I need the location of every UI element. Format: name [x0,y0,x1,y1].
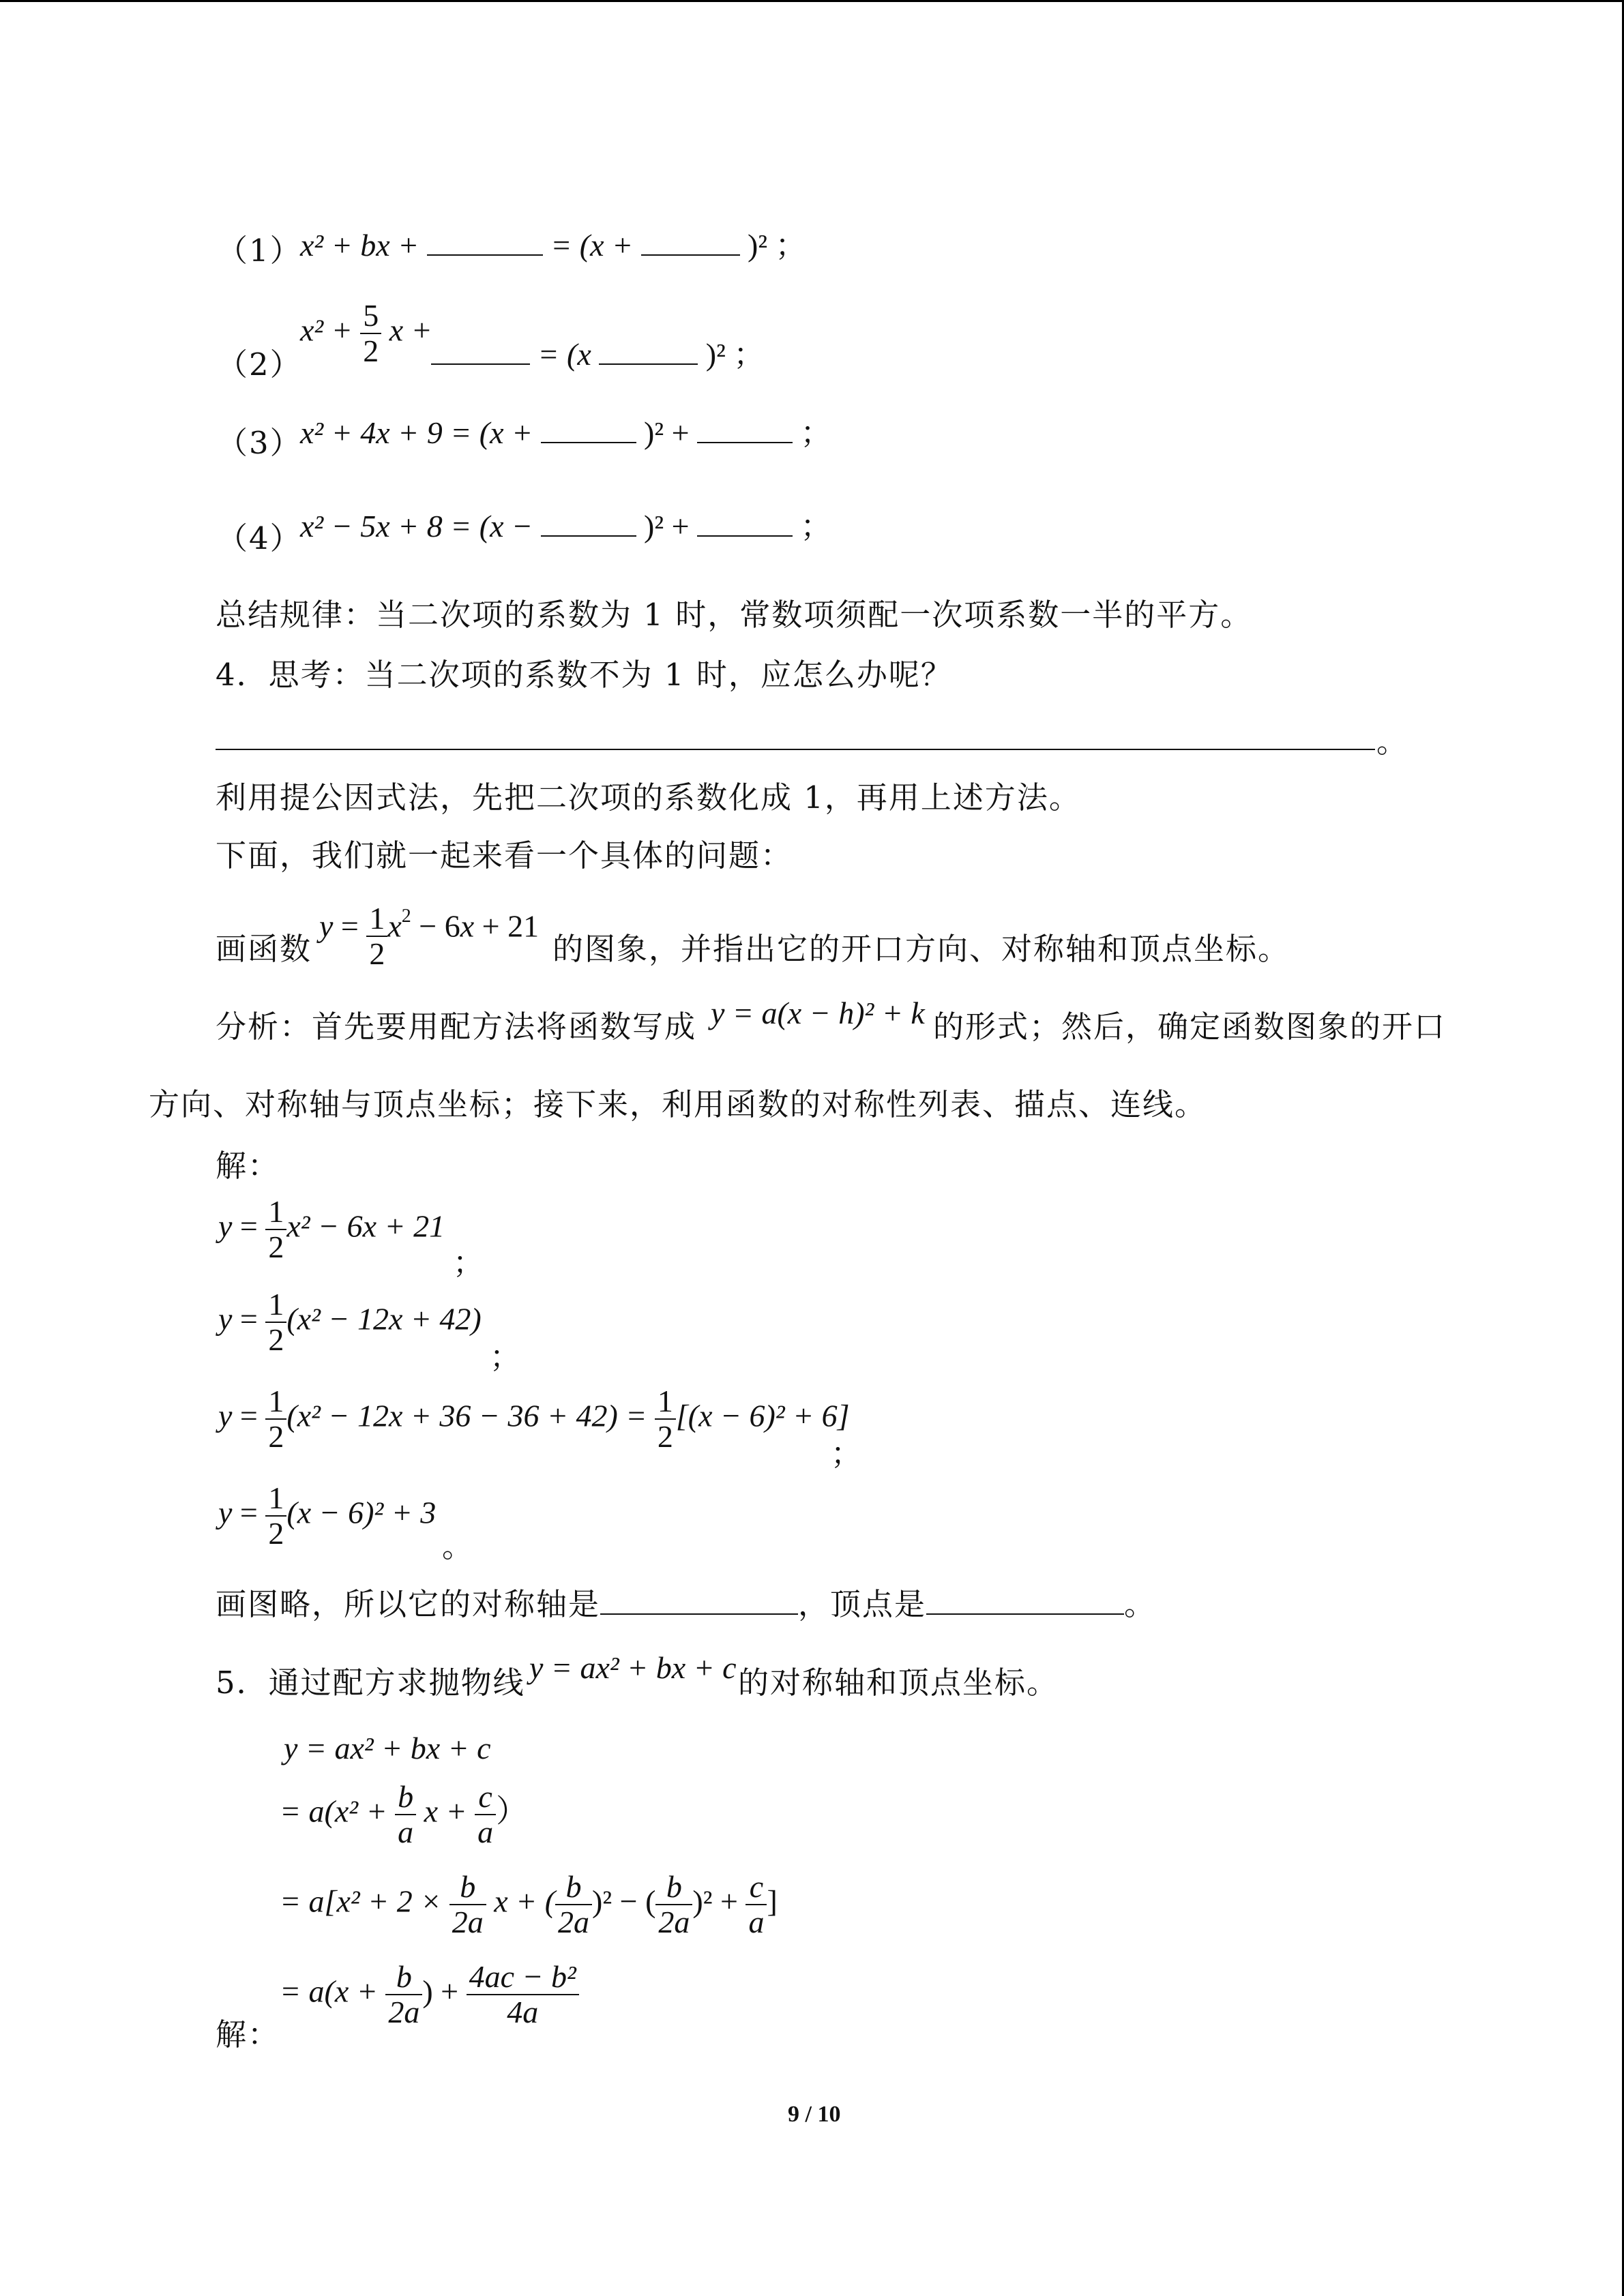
q2-after: x + [389,312,432,348]
derivation-l3a: = a[x² + 2 × [280,1883,442,1919]
conclusion-line [216,1584,1156,1625]
problem-fraction [366,901,387,971]
derivation-l4-frac1-den: 2a [385,1994,422,2029]
step-4-frac-den: 2 [265,1515,286,1551]
q3-mid: )² + [644,415,690,450]
conclusion-end: 。 [1124,1586,1157,1622]
derivation-l3-frac3-den: 2a [655,1904,692,1939]
step-4-end: 。 [442,1528,475,1564]
q2-lhs: x² + [300,312,353,348]
derivation-l3-frac-3 [655,1870,692,1939]
step-3-tail: (x² − 12x + 36 − 36 + 42) = [286,1398,647,1433]
q3-blank-1[interactable] [541,435,636,443]
q2-eq: = (x [537,337,591,372]
q2-rhs-block [431,334,764,375]
step-1-frac-den: 2 [265,1229,286,1264]
analysis-line2: 方向、对称轴与顶点坐标；接下来，利用函数的对称性列表、描点、连线。 [149,1086,1207,1122]
step-4-fraction [265,1481,286,1551]
q1-eq: = (x + [550,228,634,263]
q2-lhs-block [300,299,432,368]
derivation-l4-frac1-num: b [396,1959,412,1994]
solve-label: 解： [216,1148,280,1184]
derivation-l2a: = a(x² + [280,1793,387,1829]
analysis-form: y = a(x − h)² + k [711,996,925,1030]
derivation-l4-frac2-num: 4ac − b² [469,1959,576,1994]
derivation-l3-frac1-den: 2a [449,1904,486,1939]
analysis-post: 的形式；然后，确定函数图象的开口 [933,1009,1447,1045]
step-1-end: ； [453,1244,486,1281]
derivation-l4b: ) + [422,1973,459,2009]
intro-text: 下面，我们就一起来看一个具体的问题： [216,837,793,874]
q4-number: （4） [217,520,302,556]
derivation-l4a: = a(x + [280,1973,378,2009]
step-2: y = $\frac{1}{2}$ (x² − 12x + 42) [218,1287,482,1357]
derivation-l3-frac-1 [449,1870,486,1939]
method-text: 利用提公因式法，先把二次项的系数化成 1，再用上述方法。 [216,779,1081,816]
q2-number: （2） [217,346,302,383]
summary-rule: 总结规律：当二次项的系数为 1 时，常数项须配一次项系数一半的平方。 [216,597,1253,633]
derivation-l3e: ] [767,1883,778,1919]
step-3-fraction-b [655,1384,676,1454]
step-3-fraction-a [265,1384,286,1454]
derivation-line-2 [280,1780,527,1849]
q4-blank-1[interactable] [541,528,636,537]
step-4-tail: (x − 6)² + 3 [286,1495,437,1530]
q1-blank-1[interactable] [427,248,543,256]
q3-expression [300,413,831,453]
derivation-line-4 [280,1960,579,2029]
q1-blank-2[interactable] [641,248,740,256]
step-1-fraction [265,1195,286,1264]
q2-frac-num: 5 [363,298,379,333]
step-3-frac-b-den: 2 [655,1418,676,1454]
derivation-l4-frac-1 [385,1960,422,2029]
derivation-l4-frac-2 [467,1960,579,2029]
derivation-l3-frac-4 [745,1870,767,1939]
step-3-frac-a-den: 2 [265,1418,286,1454]
step-1-frac-num: 1 [268,1194,284,1229]
step-3-frac-a-num: 1 [268,1384,284,1418]
q1-expression [300,225,806,266]
step-1: y = $\frac{1}{2}$ x² − 6x + 21 [218,1194,445,1264]
q5-post: 的对称轴和顶点坐标。 [738,1665,1059,1701]
derivation-l2b: x + [424,1793,467,1829]
q5-function: y = ax² + bx + c [529,1650,737,1685]
derivation-l2-frac1-num: b [398,1779,414,1814]
page-top-border [0,0,1624,2]
q5-pre: 5．通过配方求抛物线 [216,1665,525,1701]
problem-post: 的图象，并指出它的开口方向、对称轴和顶点坐标。 [552,931,1290,967]
q2-end: )² [705,337,726,372]
derivation-l4-frac2-den: 4a [467,1994,579,2029]
think-question: 4．思考：当二次项的系数不为 1 时，应怎么办呢？ [216,657,953,693]
q1-semicolon: ； [775,228,806,263]
derivation-l2-frac-b-a [395,1780,416,1849]
derivation-line-3 [280,1870,778,1939]
derivation-l2c: ） [496,1793,528,1829]
q1-number: （1） [217,233,302,269]
problem-frac-num: 1 [369,901,385,936]
axis-blank[interactable] [600,1607,798,1615]
vertex-blank[interactable] [926,1607,1124,1615]
derivation-l3-frac1-num: b [460,1869,476,1904]
derivation-l2-frac2-den: a [475,1814,496,1849]
step-4-frac-num: 1 [268,1480,284,1515]
step-2-frac-den: 2 [265,1322,286,1357]
derivation-l3-frac3-num: b [666,1869,682,1904]
q3-blank-2[interactable] [697,435,793,443]
q4-mid: )² + [644,509,690,543]
q3-number: （3） [217,425,302,461]
derivation-l3b: x + ( [494,1883,556,1919]
derivation-l3-frac4-den: a [745,1904,767,1939]
derivation-l2-frac-c-a [475,1780,496,1849]
derivation-l2-frac2-num: c [478,1779,492,1814]
step-3: y = $\frac{1}{2}$ (x² − 12x + 36 − 36 + 42) = $\frac{1}{2}$ [(x − 6)² + 6] [218,1384,850,1454]
q3-lhs: x² + 4x + 9 = (x + [300,415,533,450]
q2-semicolon: ； [733,338,765,372]
derivation-l3-frac2-num: b [565,1869,582,1904]
q4-lhs: x² − 5x + 8 = (x − [300,509,533,543]
q2-blank-1[interactable] [431,357,530,365]
think-answer-line[interactable] [216,749,1375,750]
step-4: y = $\frac{1}{2}$ (x − 6)² + 3 [218,1480,437,1551]
derivation-l3-frac2-den: 2a [555,1904,592,1939]
problem-frac-den: 2 [366,936,387,971]
q1-lhs: x² + bx + [300,228,419,263]
step-2-end: ； [490,1339,522,1375]
derivation-l3d: )² + [692,1883,738,1919]
derivation-line-1: y = ax² + bx + c [284,1731,491,1765]
q2-fraction [360,299,381,368]
conclusion-pre: 画图略，所以它的对称轴是 [216,1586,601,1622]
derivation-l3c: )² − ( [592,1883,656,1919]
analysis-pre: 分析：首先要用配方法将函数写成 [216,1009,697,1045]
step-2-tail: (x² − 12x + 42) [286,1301,482,1337]
problem-pre: 画函数 [216,931,312,967]
derivation-l3-frac-2 [555,1870,592,1939]
page-number: 9 / 10 [788,2102,841,2127]
step-3-end: ； [831,1435,863,1472]
q2-blank-2[interactable] [599,357,698,365]
think-end-mark: 。 [1376,724,1409,760]
step-2-frac-num: 1 [268,1287,284,1322]
q1-end: )² [748,228,768,263]
derivation-l2-frac1-den: a [395,1814,416,1849]
q4-blank-2[interactable] [697,528,793,537]
problem-function: y = $\frac{1}{2}$ $x^2 - 6x + 21$ [319,901,540,971]
q4-semicolon: ； [800,509,831,543]
step-3-tail2: [(x − 6)² + 6] [675,1398,850,1433]
q4-expression [300,506,831,547]
step-3-frac-b-num: 1 [657,1384,673,1418]
q2-frac-den: 2 [360,333,381,368]
derivation-l3-frac4-num: c [749,1869,764,1904]
step-2-fraction [265,1287,286,1357]
step-1-tail: x² − 6x + 21 [286,1208,445,1244]
q3-semicolon: ； [800,416,831,450]
conclusion-mid: ，顶点是 [798,1586,927,1622]
solve-label-2: 解： [216,2016,280,2053]
